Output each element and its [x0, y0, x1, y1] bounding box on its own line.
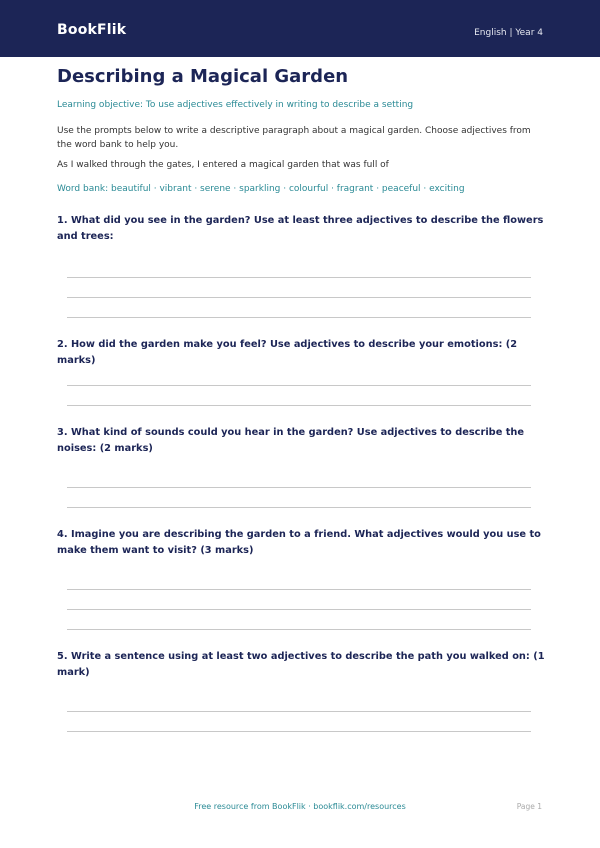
subject-year-label: English | Year 4 [474, 28, 543, 38]
word-bank: Word bank: beautiful · vibrant · serene · sparkling · colourful · fragrant · peaceful · exciting [57, 184, 465, 194]
page-number: Page 1 [516, 802, 542, 811]
brand-logo-text: BookFlik [57, 22, 127, 38]
answer-line[interactable] [67, 487, 531, 488]
answer-line[interactable] [67, 405, 531, 406]
story-prompt: As I walked through the gates, I entered a magical garden that was full of [57, 160, 389, 170]
answer-line[interactable] [67, 507, 531, 508]
answer-line[interactable] [67, 629, 531, 630]
page-header [0, 0, 600, 57]
answer-line[interactable] [67, 609, 531, 610]
answer-line[interactable] [67, 277, 531, 278]
question-1: 1. What did you see in the garden? Use at least three adjectives to describe the flowers and trees: [57, 215, 544, 242]
question-5: 5. Write a sentence using at least two adjectives to describe the path you walked on: (1 mark) [57, 651, 545, 678]
answer-line[interactable] [67, 711, 531, 712]
answer-line[interactable] [67, 589, 531, 590]
answer-line[interactable] [67, 731, 531, 732]
question-4: 4. Imagine you are describing the garden to a friend. What adjectives would you use to make them want to visit? (3 marks) [57, 529, 541, 556]
answer-line[interactable] [67, 317, 531, 318]
answer-line[interactable] [67, 297, 531, 298]
instructions-text: Use the prompts below to write a descriptive paragraph about a magical garden. Choose adjectives from the word bank to help you. [57, 126, 531, 150]
learning-objective: Learning objective: To use adjectives effectively in writing to describe a setting [57, 100, 414, 110]
answer-line[interactable] [67, 385, 531, 386]
question-2: 2. How did the garden make you feel? Use adjectives to describe your emotions: (2 marks) [57, 339, 518, 366]
question-3: 3. What kind of sounds could you hear in the garden? Use adjectives to describe the noises: (2 marks) [57, 427, 525, 454]
footer-credit[interactable]: Free resource from BookFlik · bookflik.com/resources [194, 802, 406, 811]
page-title: Describing a Magical Garden [57, 66, 349, 87]
